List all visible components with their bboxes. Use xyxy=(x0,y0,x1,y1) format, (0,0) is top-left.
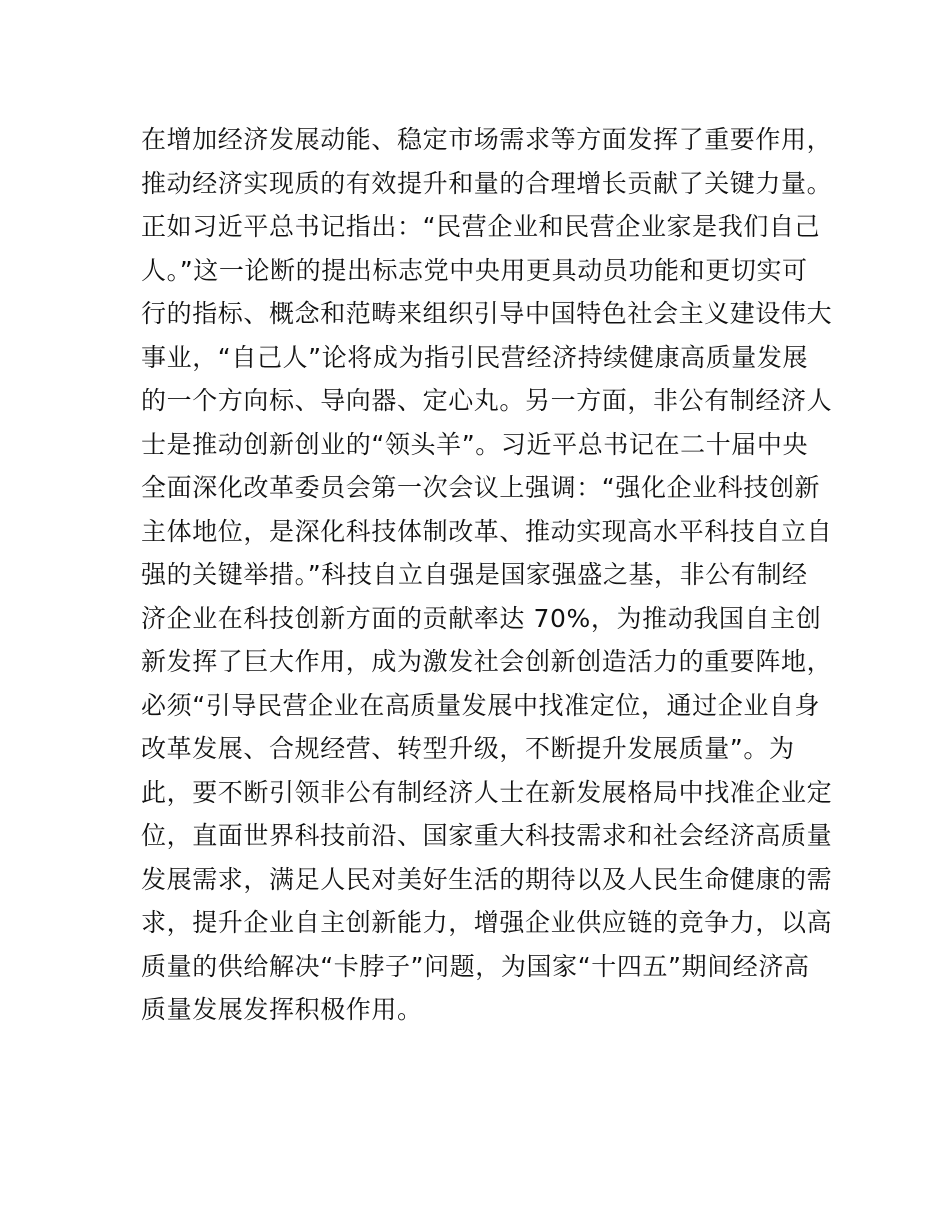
text-line: 士是推动创新创业的“领头羊”。习近平总书记在二十届中央 xyxy=(141,429,809,459)
text-line: 必须“引导民营企业在高质量发展中找准定位，通过企业自身 xyxy=(141,690,821,720)
text-line: 行的指标、概念和范畴来组织引导中国特色社会主义建设伟大 xyxy=(141,299,833,328)
text-line: 济企业在科技创新方面的贡献率达 70%，为推动我国自主创 xyxy=(141,603,822,633)
text-line: 改革发展、合规经营、转型升级，不断提升发展质量”。为 xyxy=(141,734,795,763)
text-line: 在增加经济发展动能、稳定市场需求等方面发挥了重要作用， xyxy=(141,125,833,154)
body-paragraph xyxy=(141,118,833,1032)
text-line: 事业，“自己人”论将成为指引民营经济持续健康高质量发展 xyxy=(141,342,809,372)
text-line: 质量的供给解决“卡脖子”问题，为国家“十四五”期间经济高 xyxy=(141,951,810,981)
text-line: 主体地位，是深化科技体制改革、推动实现高水平科技自立自 xyxy=(141,516,833,546)
text-line: 推动经济实现质的有效提升和量的合理增长贡献了关键力量。 xyxy=(141,168,833,198)
text-line: 位，直面世界科技前沿、国家重大科技需求和社会经济高质量 xyxy=(141,821,833,850)
text-line: 人。”这一论断的提出标志党中央用更具动员功能和更切实可 xyxy=(141,255,808,285)
text-line: 求，提升企业自主创新能力，增强企业供应链的竞争力，以高 xyxy=(141,908,833,937)
text-line: 的一个方向标、导向器、定心丸。另一方面，非公有制经济人 xyxy=(141,386,833,415)
text-line: 新发挥了巨大作用，成为激发社会创新创造活力的重要阵地， xyxy=(141,647,833,676)
text-line: 质量发展发挥积极作用。 xyxy=(141,995,423,1024)
text-line: 发展需求，满足人民对美好生活的期待以及人民生命健康的需 xyxy=(141,864,833,894)
text-line: 全面深化改革委员会第一次会议上强调：“强化企业科技创新 xyxy=(141,473,821,502)
text-line: 强的关键举措。”科技自立自强是国家强盛之基，非公有制经 xyxy=(141,560,808,589)
text-line: 此，要不断引领非公有制经济人士在新发展格局中找准企业定 xyxy=(141,777,833,807)
text-line: 正如习近平总书记指出：“民营企业和民营企业家是我们自己 xyxy=(141,212,821,241)
